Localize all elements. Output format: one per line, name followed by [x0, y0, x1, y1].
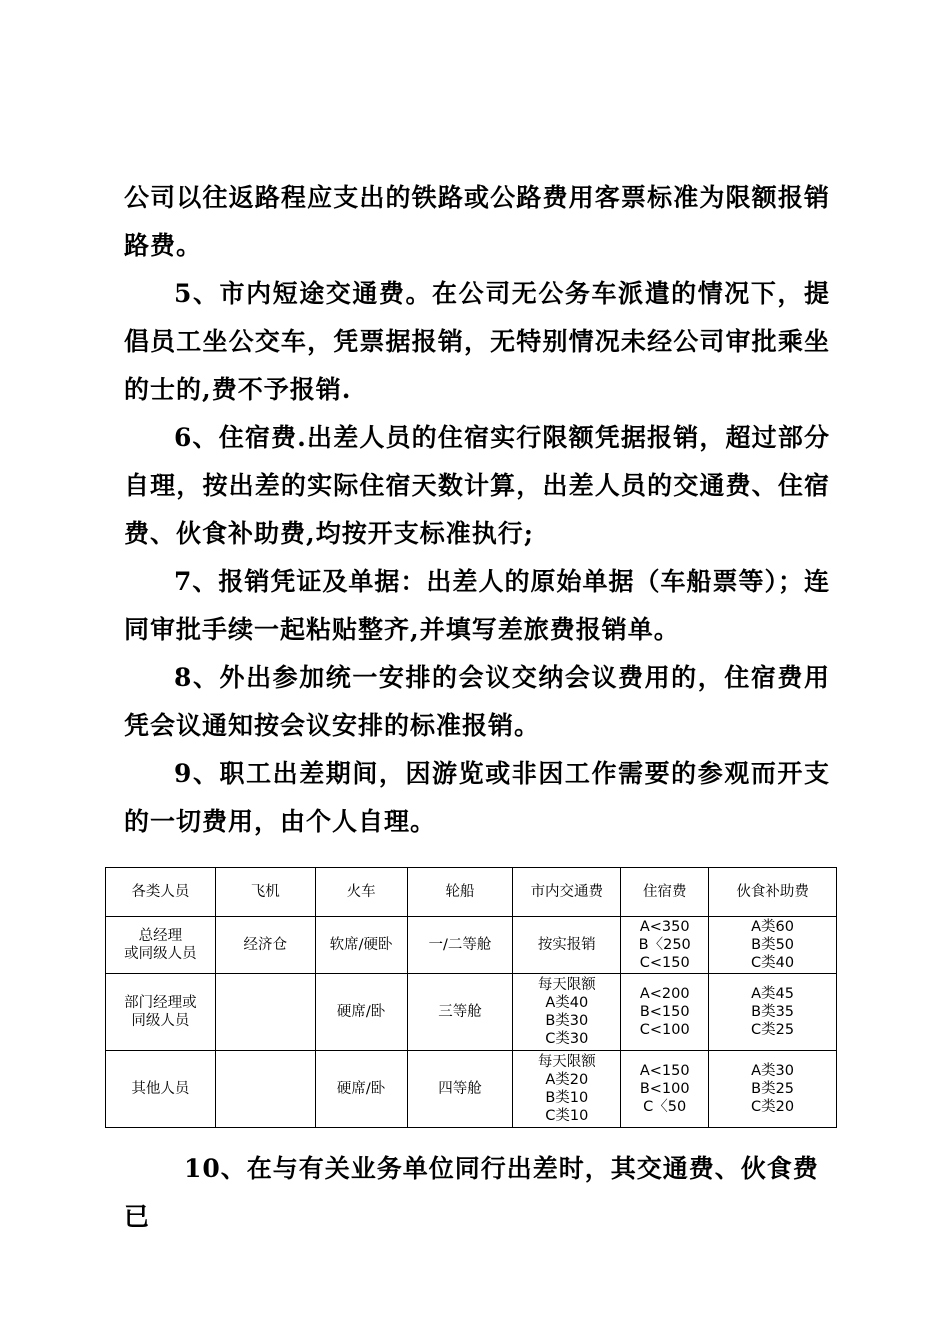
train-cell: 软席/硬卧 — [315, 917, 407, 974]
train-cell: 硬席/卧 — [315, 1051, 407, 1128]
person-cell: 其他人员 — [106, 1051, 216, 1128]
local-transport-cell: 每天限额 A类40 B类30 C类30 — [513, 974, 621, 1051]
ship-cell: 一/二等舱 — [407, 917, 513, 974]
policy-text — [124, 174, 830, 846]
header-person-category: 各类人员 — [106, 868, 216, 917]
header-local-transport: 市内交通费 — [513, 868, 621, 917]
paragraph-local-transport: 5、市内短途交通费。在公司无公务车派遣的情况下，提倡员工坐公交车，凭票据报销，无特别情况未经公司审批乘坐的士的,费不予报销. — [124, 279, 830, 404]
paragraph-meeting: 8、外出参加统一安排的会议交纳会议费用的，住宿费用凭会议通知按会议安排的标准报销。 — [124, 663, 830, 740]
train-cell: 硬席/卧 — [315, 974, 407, 1051]
person-cell: 部门经理或 同级人员 — [106, 974, 216, 1051]
paragraph-joint-travel: 10、在与有关业务单位同行出差时，其交通费、伙食费已 — [124, 1154, 819, 1231]
plane-cell: 经济仓 — [215, 917, 315, 974]
meal-allowance-cell: A类60 B类50 C类40 — [709, 917, 837, 974]
expense-standard-table — [105, 867, 837, 1128]
paragraph-travel-fare: 公司以往返路程应支出的铁路或公路费用客票标准为限额报销路费。 — [124, 183, 830, 260]
lodging-cell: A<200 B<150 C<100 — [621, 974, 709, 1051]
local-transport-cell: 每天限额 A类20 B类10 C类10 — [513, 1051, 621, 1128]
ship-cell: 三等舱 — [407, 974, 513, 1051]
paragraph-receipts: 7、报销凭证及单据：出差人的原始单据（车船票等）；连同审批手续一起粘贴整齐,并填写差旅费报销单。 — [124, 567, 830, 644]
table-row — [106, 917, 837, 974]
meal-allowance-cell: A类30 B类25 C类20 — [709, 1051, 837, 1128]
lodging-cell: A<150 B<100 C〈50 — [621, 1051, 709, 1128]
table-header-row — [106, 868, 837, 917]
header-ship: 轮船 — [407, 868, 513, 917]
header-train: 火车 — [315, 868, 407, 917]
table-row — [106, 974, 837, 1051]
plane-cell — [215, 1051, 315, 1128]
plane-cell — [215, 974, 315, 1051]
header-lodging: 住宿费 — [621, 868, 709, 917]
header-plane: 飞机 — [215, 868, 315, 917]
person-cell: 总经理 或同级人员 — [106, 917, 216, 974]
paragraph-lodging: 6、住宿费.出差人员的住宿实行限额凭据报销，超过部分自理，按出差的实际住宿天数计算，出差人员的交通费、住宿费、伙食补助费,均按开支标准执行; — [124, 423, 830, 548]
table-row — [106, 1051, 837, 1128]
lodging-cell: A<350 B〈250 C<150 — [621, 917, 709, 974]
meal-allowance-cell: A类45 B类35 C类25 — [709, 974, 837, 1051]
local-transport-cell: 按实报销 — [513, 917, 621, 974]
paragraph-personal-expense: 9、职工出差期间，因游览或非因工作需要的参观而开支的一切费用，由个人自理。 — [124, 759, 830, 836]
header-meal-allowance: 伙食补助费 — [709, 868, 837, 917]
ship-cell: 四等舱 — [407, 1051, 513, 1128]
